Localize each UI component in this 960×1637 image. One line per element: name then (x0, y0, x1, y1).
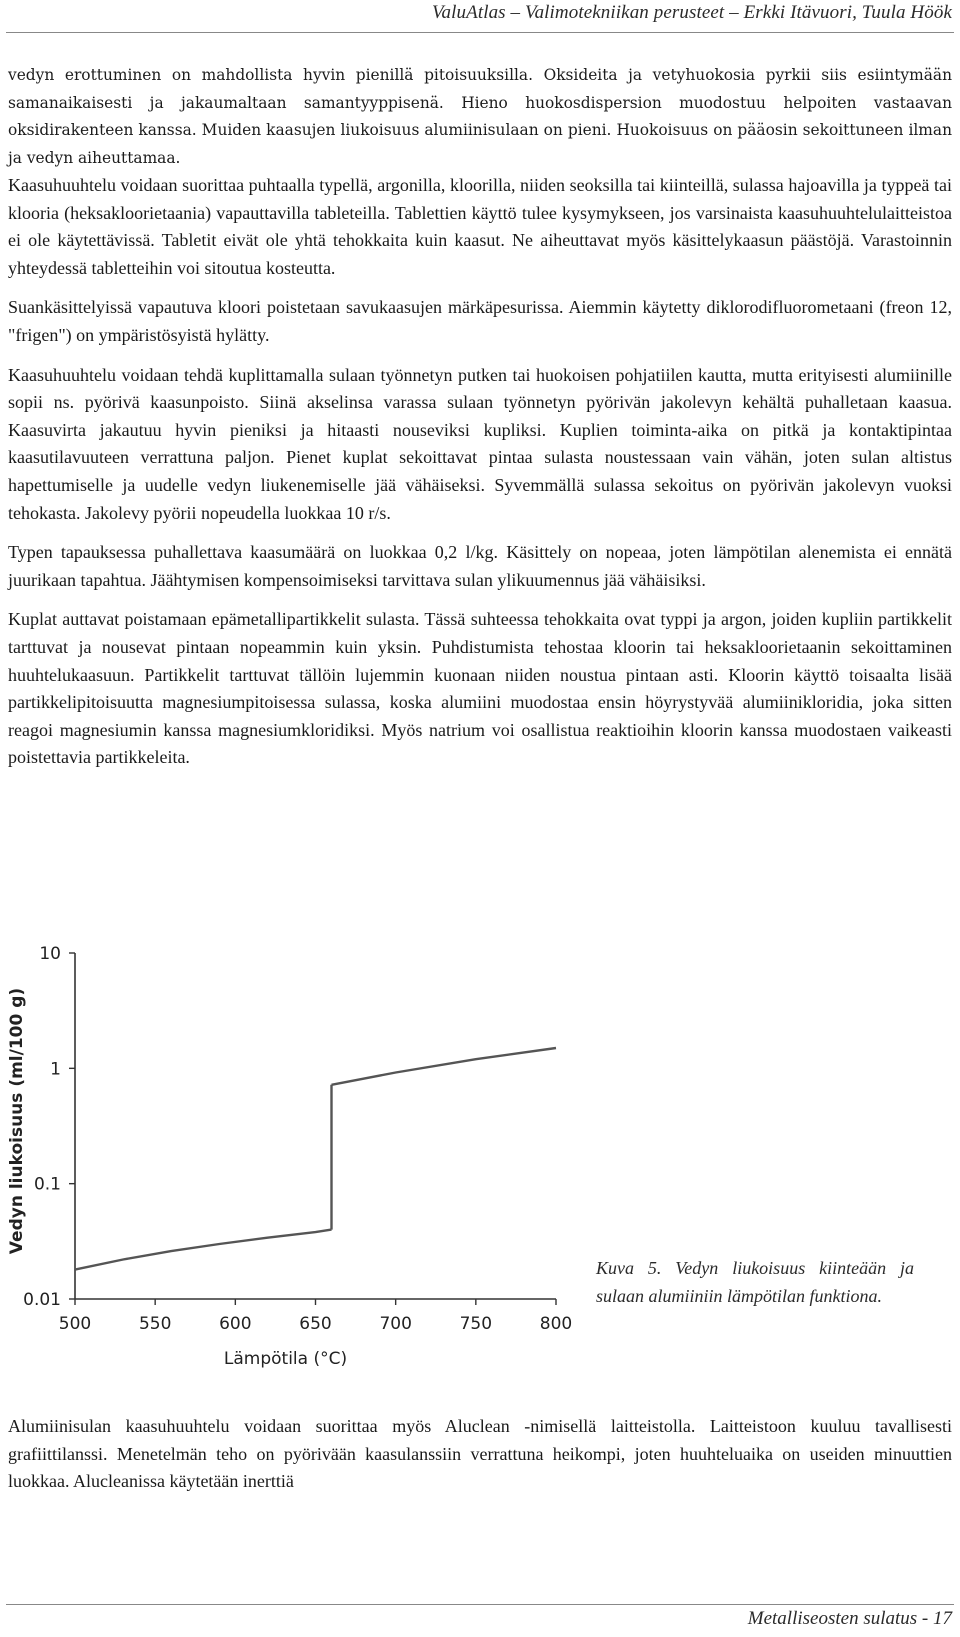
paragraph-hydrogen-separation: vedyn erottuminen on mahdollista hyvin pienillä pitoisuuksilla. Oksideita ja vetyhuokosia pyrkii siis esiintymään samanaikaisesti ja jakaumaltaan samantyyppisenä. Hieno huokosdispersion muodostuu helpoiten vastaavan oksidirakenteen kanssa. Muiden kaasujen liukoisuus alumiinisulaan on pieni. Huokoisuus on pääosin sekoittuneen ilman ja vedyn aiheuttamaa. (8, 66, 952, 167)
x-axis-label: Lämpötila (°C) (223, 1349, 348, 1369)
hydrogen-solubility-figure (0, 935, 960, 1390)
x-tick-label: 700 (379, 1314, 412, 1334)
footer-divider (6, 1604, 954, 1605)
paragraph-nitrogen-amount: Typen tapauksessa puhallettava kaasumäärä on luokkaa 0,2 l/kg. Käsittely on nopeaa, joten lämpötilan alenemista ei ennätä juurikaan tapahtua. Jäähtymisen kompensoimiseksi tarvittava sulan ylikuumennus jää vähäisiksi. (8, 542, 952, 590)
x-tick-label: 750 (459, 1314, 493, 1334)
paragraph-rotary-degassing: Kaasuhuuhtelu voidaan tehdä kuplittamalla sulaan työnnetyn putken tai huokoisen pohjatiilen kautta, mutta erityisesti alumiinille sopii ns. pyörivä kaasunpoisto. Siinä akselinsa varassa sulaan työnnetyn pyörivän jakolevyn kehältä puhalletaan kaasua. Kaasuvirta jakautuu hyvin pieniksi ja hitaasti nouseviksi kupliksi. Kuplien toiminta-aika on pitkä ja kontaktipintaa kaasutilavuuteen verrattuna paljon. Pienet kuplat sekoittavat pintaa sulasta noustessaan vain vähän, joten sulan altistus hapettumiselle ja uudelle vedyn liukenemiselle jää vähäiseksi. Syvemmällä sulassa sekoitus on pyörivän jakolevyn vuoksi tehokasta. Jakolevy pyörii nopeudella luokkaa 10 r/s. (8, 364, 952, 523)
paragraph-gas-flushing-agents: Kaasuhuuhtelu voidaan suorittaa puhtaalla typellä, argonilla, kloorilla, niiden seoksilla tai kiinteillä, sulassa hajoavilla ja typpeä tai klooria (heksakloorietaania) vapauttavilla tableteilla. Tablettien käyttö tulee kysymykseen, jos varsinaista kaasuhuuhtelulaitteistoa ei ole käytettävissä. Tabletit eivät ole yhtä tehokkaita kuin kaasut. Ne aiheuttavat myös käsittelykaasun päästöjä. Varastoinnin yhteydessä tabletteihin voi sitoutua kosteutta. (8, 175, 952, 278)
x-tick-label: 600 (219, 1314, 252, 1334)
paragraph-chlorine-removal: Suankäsittelyissä vapautuva kloori poistetaan savukaasujen märkäpesurissa. Aiemmin käytetty diklorodifluorometaani (freon 12, "frigen") on ympäristösyistä hylätty. (8, 297, 952, 345)
y-tick-label: 1 (50, 1059, 61, 1080)
y-tick-label: 10 (39, 944, 61, 964)
solubility-curve-segment-0 (75, 1230, 332, 1270)
chart-axes (69, 953, 556, 1305)
x-tick-label: 800 (539, 1314, 573, 1334)
chart-labels (7, 944, 572, 1369)
header-divider (6, 32, 954, 33)
hydrogen-solubility-chart (0, 935, 600, 1390)
body-text-top (8, 62, 952, 784)
running-footer: Metalliseosten sulatus - 17 (747, 1608, 952, 1629)
x-tick-label: 500 (58, 1314, 92, 1334)
running-header: ValuAtlas – Valimotekniikan perusteet – Erkki Itävuori, Tuula Höök (431, 2, 952, 23)
x-tick-label: 650 (299, 1314, 332, 1334)
y-tick-label: 0.01 (23, 1290, 61, 1310)
paragraph-inclusion-removal: Kuplat auttavat poistamaan epämetallipartikkelit sulasta. Tässä suhteessa tehokkaita ovat typpi ja argon, joiden kupliin partikkelit tarttuvat ja nousevat pintaan nopeammin kuin yksin. Puhdistumista tehostaa kloorin tai heksakloorietaanin sekoittaminen huuhtelukaasuun. Partikkelit tarttuvat tällöin lujemmin kuonaan niiden noustua pintaan asti. Kloorin käyttö toisaalta lisää partikkelipitoisuutta magnesiumpitoisessa sulassa, koska alumiini muodostaa ensin höyrystyvää alumiinikloridia, joka sitten reagoi magnesiumin kanssa magnesiumkloridiksi. Myös natrium voi osallistua reaktioihin kloorin kanssa muodostaen vaikeasti poistettavia partikkeleita. (8, 609, 952, 768)
figure-caption: Kuva 5. Vedyn liukoisuus kiinteään ja sulaan alumiiniin lämpötilan funktiona. (596, 1258, 914, 1306)
body-text-bottom (8, 1413, 952, 1508)
y-tick-label: 0.1 (33, 1174, 61, 1195)
solubility-curve-segment-2 (332, 1048, 557, 1085)
chart-marks (75, 1048, 556, 1270)
x-tick-label: 550 (138, 1314, 172, 1334)
y-axis-label: Vedyn liukoisuus (ml/100 g) (7, 987, 27, 1255)
paragraph-aluclean: Alumiinisulan kaasuhuuhtelu voidaan suorittaa myös Aluclean -nimisellä laitteistolla. Laitteistoon kuuluu tavallisesti grafiittilanssi. Menetelmän teho on pyörivään kaasulanssiin verrattuna heikompi, joten huuhteluaika on useiden minuuttien luokkaa. Alucleanissa käytetään inerttiä (8, 1416, 952, 1492)
